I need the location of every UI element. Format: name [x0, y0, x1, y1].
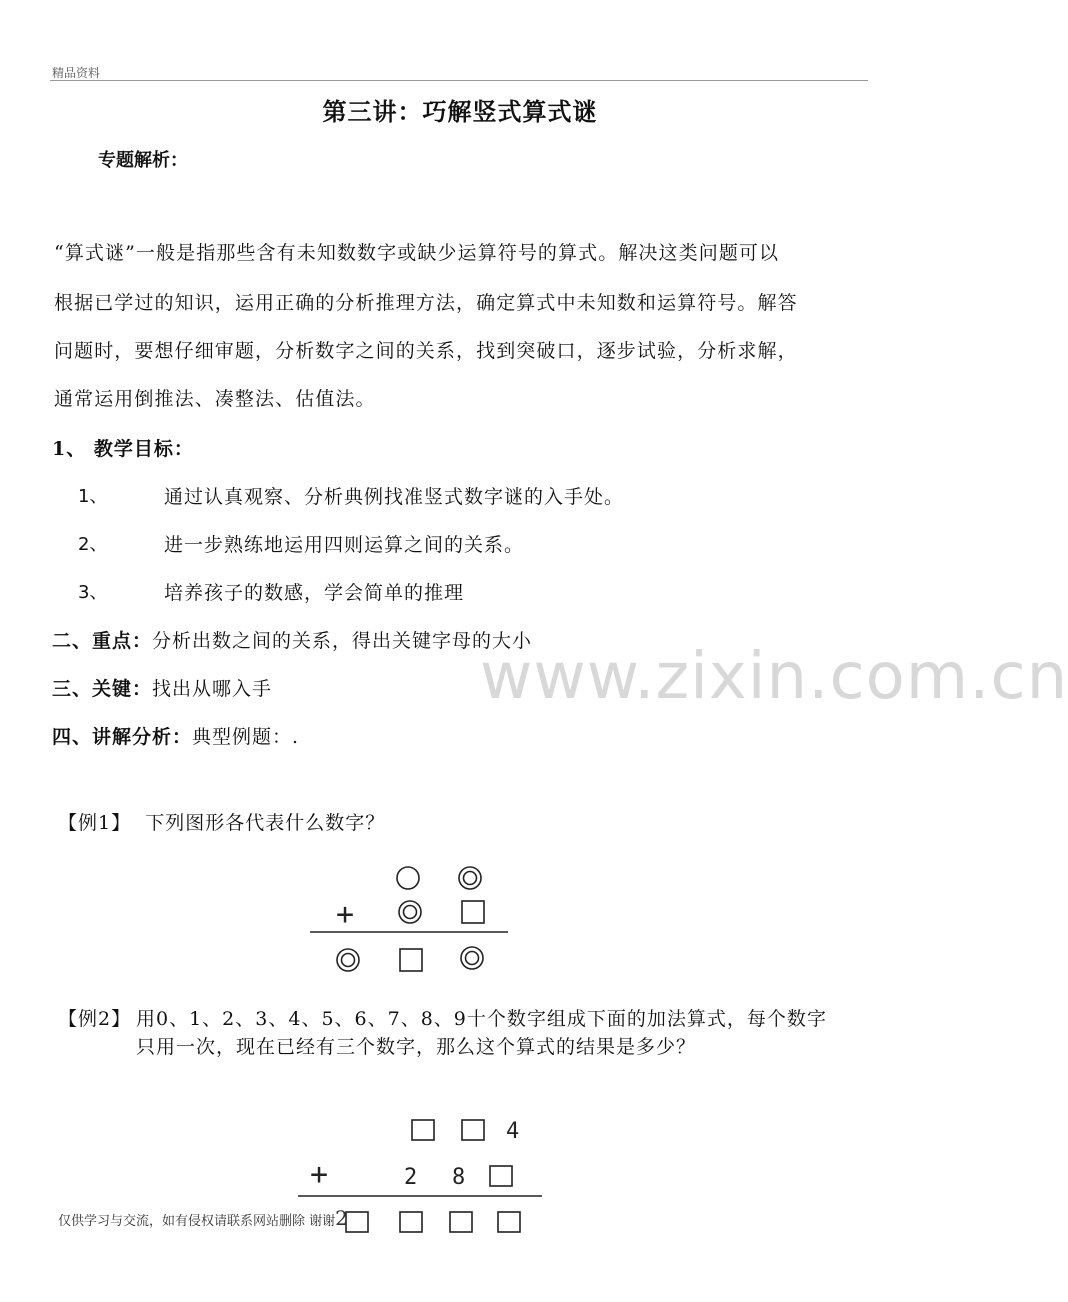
section3-label: 三、关键： [52, 678, 153, 700]
square-shape [462, 901, 484, 923]
goal-text-1: 通过认真观察、分析典例找准竖式数字谜的入手处。 [164, 486, 625, 508]
watermark: www.zixin.com.cn [480, 640, 1068, 714]
intro-line-4: 通常运用倒推法、凑整法、估值法。 [54, 388, 376, 410]
subheading: 专题解析： [98, 150, 188, 171]
blank-box [400, 1212, 422, 1232]
blank-box [346, 1212, 368, 1232]
blank-box [450, 1212, 472, 1232]
section2-text: 分析出数之间的关系，得出关键字母的大小 [152, 630, 533, 652]
goal-text-2: 进一步熟练地运用四则运算之间的关系。 [164, 534, 525, 556]
digit-mid-2: 8 [452, 1165, 466, 1190]
example2-line2: 只用一次，现在已经有三个数字，那么这个算式的结果是多少？ [136, 1036, 697, 1058]
goal-num-3: 3、 [78, 582, 108, 603]
goal-num-1: 1、 [78, 486, 108, 507]
digit-top: 4 [506, 1119, 520, 1144]
section4-text: 典型例题：. [192, 726, 300, 748]
page-title: 第三讲：巧解竖式算式谜 [322, 97, 598, 126]
goal-text-3: 培养孩子的数感，学会简单的推理 [164, 582, 465, 604]
header-label: 精品资料 [52, 66, 101, 80]
footer-text: 仅供学习与交流，如有侵权请联系网站删除 谢谢 [58, 1214, 336, 1229]
section1-label: 1、 教学目标： [52, 438, 194, 460]
intro-line-3: 问题时，要想仔细审题，分析数字之间的关系，找到突破口，逐步试验，分析求解， [54, 340, 798, 362]
square-shape [400, 949, 422, 971]
blank-box [490, 1166, 512, 1186]
section4-label: 四、讲解分析： [52, 726, 193, 748]
digit-mid-1: 2 [404, 1165, 418, 1190]
example2-label: 【例2】 [58, 1008, 132, 1030]
page-number: 2 [335, 1206, 348, 1230]
example2-line1: 用0、1、2、3、4、5、6、7、8、9十个数字组成下面的加法算式，每个数字 [136, 1008, 827, 1030]
circle-shape [397, 867, 419, 889]
intro-line-1: “算式谜”一般是指那些含有未知数数字或缺少运算符号的算式。解决这类问题可以 [54, 242, 780, 264]
section2-label: 二、重点： [52, 630, 153, 652]
goal-num-2: 2、 [78, 534, 108, 555]
example1-figure [310, 867, 508, 971]
double-circle-shape [459, 867, 481, 889]
intro-line-2: 根据已学过的知识，运用正确的分析推理方法，确定算式中未知数和运算符号。解答 [54, 292, 798, 314]
blank-box [462, 1120, 484, 1140]
footer [58, 1206, 348, 1230]
example1-label: 【例1】 [58, 812, 132, 834]
double-circle-shape [399, 901, 421, 923]
blank-box [498, 1212, 520, 1232]
example1-plus-sign: + [336, 897, 355, 932]
section3-text: 找出从哪入手 [152, 678, 273, 700]
double-circle-shape [337, 949, 359, 971]
blank-box [412, 1120, 434, 1140]
example1-text: 下列图形各代表什么数字？ [145, 812, 386, 834]
double-circle-shape [461, 947, 483, 969]
example2-plus-sign: + [310, 1157, 329, 1192]
